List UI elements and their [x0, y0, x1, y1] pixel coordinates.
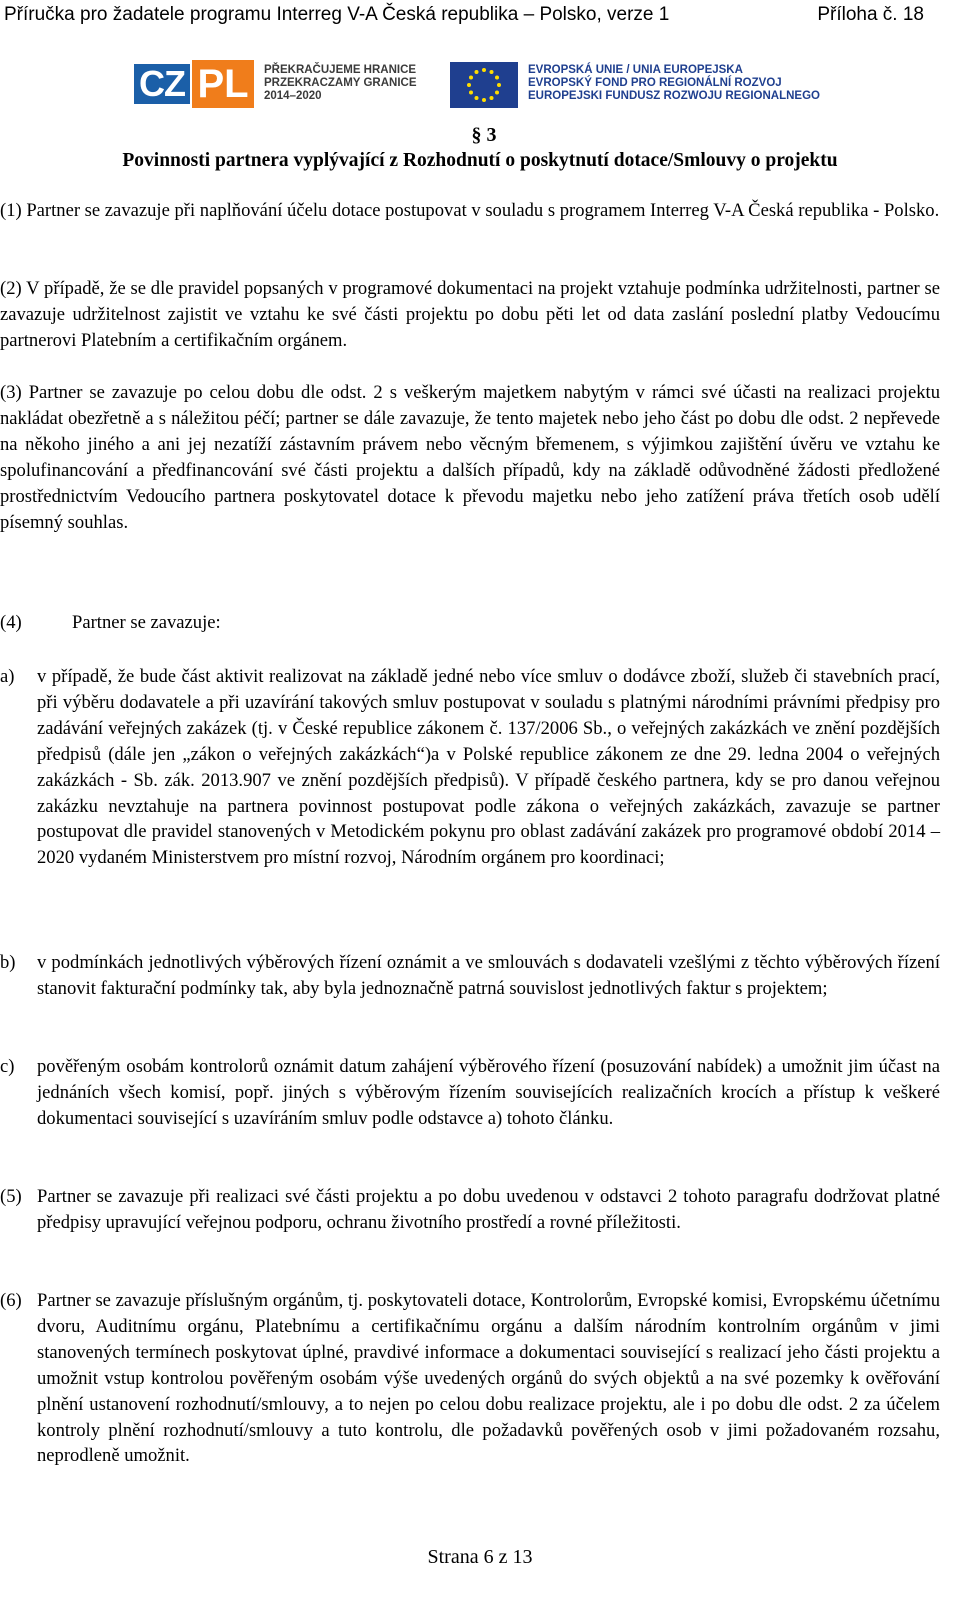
eu-flag-icon — [450, 62, 518, 108]
paragraph-text: (3) Partner se zavazuje po celou dobu dle odst. 2 s veškerým majetkem nabytým v rámci své účasti na realizaci projektu nakládat obezřetně a s náležitou péčí; partner se dále zavazuje, že tento majetek nebo jeho část po dobu dle odst. 2 nepřevede na někoho jiného a ani jej nezatíží zástavním právem nebo věcným břemenem, s výjimkou zajištění úvěru ve vztahu ke spolufinancování a předfinancování své části projektu a dalších případů, kdy na základě odůvodněné žádosti předložené prostřednictvím Vedoucího partnera poskytovatel dotace k převodu majetku nebo jeho zatížení práva třetích osob udělí písemný souhlas. — [0, 382, 940, 533]
czpl-logo-cz: CZ — [134, 64, 190, 104]
program-logo-line: PŘEKRAČUJEME HRANICE — [264, 64, 417, 76]
paragraph-number: (5) — [0, 1186, 22, 1207]
program-logo-line: 2014–2020 — [264, 90, 322, 102]
czpl-logo-pl: PL — [192, 60, 254, 108]
section-number: § 3 — [471, 124, 497, 146]
list-item-text: v případě, že bude část aktivit realizovat na základě jedné nebo více smluv o dodávce zboží, služeb či stavebních prací, při výběru dodavatele a při uzavírání takových smluv postupovat v souladu s platnými národními právními předpisy pro zadávání veřejných zakázek (tj. v České republice zákonem č. 137/2006 Sb., o veřejných zakázkách ve znění pozdějších předpisů (dále jen „zákon o veřejných zakázkách“)a v Polské republice zákonem ze dne 29. ledna 2004 o veřejných zakázkách - Sb. zák. 2013.907 ve znění pozdějších předpisů). V případě českého partnera, kdy se pro danou veřejnou zakázku nevztahuje na partnera povinnost postupovat podle zákona o veřejných zakázkách, zavazuje se partner postupovat dle pravidel stanovených v Metodickém pokynu pro oblast zadávání zakázek pro programové období 2014 – 2020 vydaném Ministerstvem pro místní rozvoj, Národním orgánem pro koordinaci; — [37, 666, 940, 869]
paragraph-text: Partner se zavazuje: — [72, 612, 221, 633]
czpl-logo — [134, 60, 256, 108]
list-item-text: pověřeným osobám kontrolorů oznámit datum zahájení výběrového řízení (posuzování nabídek) a umožnit jim účast na jednáních všech komisí, popř. jiných s výběrovým řízením souvisejících realizačních krocích a přístup k veškeré dokumentaci související s uzavíráním smluv podle odstavce a) tohoto článku. — [37, 1056, 940, 1129]
program-logo-text — [264, 64, 424, 103]
list-item-b — [0, 950, 940, 1002]
paragraph-5 — [0, 1184, 940, 1236]
paragraph-text: Partner se zavazuje příslušným orgánům, tj. poskytovateli dotace, Kontrolorům, Evropské komisi, Evropskému účetnímu dvoru, Auditnímu orgánu, Platebnímu a certifikačnímu orgánu a dalším národním kontrolním orgánům v jimi stanovených termínech poskytovat úplné, pravdivé informace a dokumentaci související s realizací jeho části projektu a umožnit vstup kontrolou pověřeným osobám výše uvedených orgánů do svých objektů a na své pozemky k ověřování plnění ustanovení rozhodnutí/smlouvy, a to nejen po celou dobu realizace projektu, ale i po dobu dle odst. 2 za účelem kontroly plnění rozhodnutí/smlouvy a tuto kontrolu, dle požadavků pověřených osob v jimi požadovaném rozsahu, neprodleně umožnit. — [37, 1290, 940, 1467]
paragraph-text: (2) V případě, že se dle pravidel popsaných v programové dokumentaci na projekt vztahuje podmínka udržitelnosti, partner se zavazuje udržitelnost zajistit ve vztahu ke své části projektu po dobu pěti let od data zaslání poslední platby Vedoucímu partnerovi Platebním a certifikačním orgánem. — [0, 278, 940, 351]
paragraph-1 — [0, 198, 940, 224]
section-heading: Povinnosti partnera vyplývající z Rozhodnutí o poskytnutí dotace/Smlouvy o projektu — [122, 150, 838, 171]
paragraph-text: (1) Partner se zavazuje při naplňování účelu dotace postupovat v souladu s programem Interreg V-A Česká republika - Polsko. — [0, 200, 940, 221]
paragraph-3 — [0, 380, 940, 535]
eu-logo-line: EVROPSKÝ FOND PRO REGIONÁLNÍ ROZVOJ — [528, 77, 782, 89]
list-item-a — [0, 664, 940, 871]
eu-logo-text — [528, 64, 828, 103]
paragraph-number: (4) — [0, 612, 22, 633]
list-item-marker: c) — [0, 1056, 15, 1077]
logo-bar — [134, 60, 820, 112]
paragraph-2 — [0, 276, 940, 354]
list-item-c — [0, 1054, 940, 1132]
page-header — [0, 0, 960, 30]
eu-logo-line: EVROPSKÁ UNIE / UNIA EUROPEJSKA — [528, 64, 743, 76]
list-item-marker: b) — [0, 952, 16, 973]
header-attachment-number: Příloha č. 18 — [817, 4, 924, 25]
program-logo-line: PRZEKRACZAMY GRANICE — [264, 77, 417, 89]
article-title — [0, 122, 960, 174]
eu-logo-line: EUROPEJSKI FUNDUSZ ROZWOJU REGIONALNEGO — [528, 90, 820, 102]
paragraph-4 — [0, 610, 940, 636]
header-document-title: Příručka pro žadatele programu Interreg V-A Česká republika – Polsko, verze 1 — [4, 4, 670, 25]
paragraph-6 — [0, 1288, 940, 1469]
paragraph-text: Partner se zavazuje při realizaci své části projektu a po dobu uvedenou v odstavci 2 tohoto paragrafu dodržovat platné předpisy upravující veřejnou podporu, ochranu životního prostředí a rovné příležitosti. — [37, 1186, 940, 1233]
paragraph-number: (6) — [0, 1290, 22, 1311]
list-item-text: v podmínkách jednotlivých výběrových řízení oznámit a ve smlouvách s dodavateli vzešlými z těchto výběrových řízení stanovit fakturační podmínky tak, aby byla jednoznačně patrná souvislost jednotlivých faktur s projektem; — [37, 952, 940, 999]
page-number: Strana 6 z 13 — [427, 1546, 533, 1568]
list-item-marker: a) — [0, 666, 15, 687]
